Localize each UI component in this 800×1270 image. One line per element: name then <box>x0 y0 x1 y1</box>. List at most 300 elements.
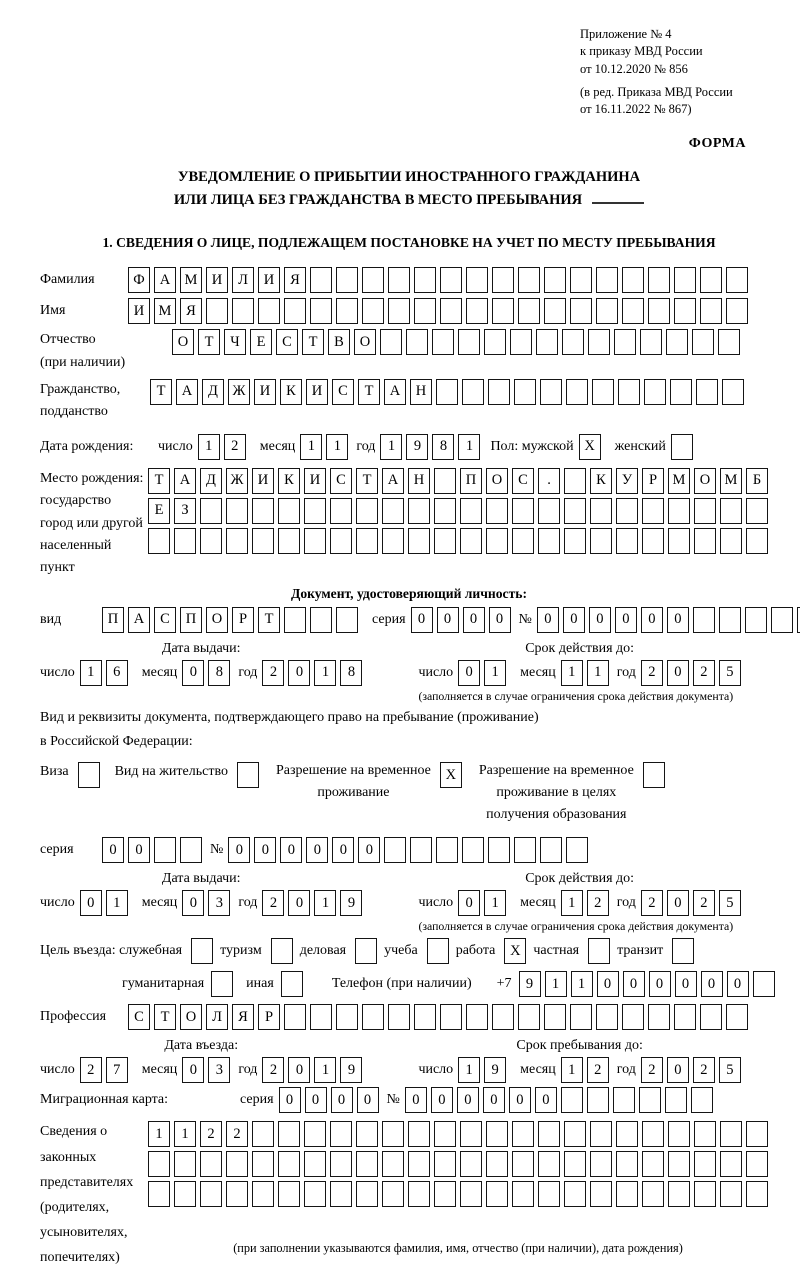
form-cell[interactable] <box>436 837 458 863</box>
form-cell[interactable] <box>771 607 793 633</box>
form-cell[interactable] <box>564 528 586 554</box>
form-cell[interactable] <box>434 1181 456 1207</box>
form-cell[interactable]: 0 <box>509 1087 531 1113</box>
form-cell[interactable] <box>356 1181 378 1207</box>
form-cell[interactable]: О <box>172 329 194 355</box>
form-cell[interactable] <box>588 329 610 355</box>
form-cell[interactable]: 1 <box>148 1121 170 1147</box>
form-cell[interactable]: 2 <box>587 890 609 916</box>
form-cell[interactable] <box>460 1121 482 1147</box>
form-cell[interactable] <box>356 528 378 554</box>
form-cell[interactable] <box>672 938 694 964</box>
form-cell[interactable]: Т <box>150 379 172 405</box>
form-cell[interactable] <box>492 298 514 324</box>
form-cell[interactable]: Т <box>148 468 170 494</box>
form-cell[interactable] <box>434 468 456 494</box>
form-cell[interactable] <box>665 1087 687 1113</box>
form-cell[interactable] <box>330 498 352 524</box>
form-cell[interactable] <box>753 971 775 997</box>
form-cell[interactable] <box>336 607 358 633</box>
form-cell[interactable]: 0 <box>306 837 328 863</box>
form-cell[interactable] <box>432 329 454 355</box>
form-cell[interactable]: 0 <box>102 837 124 863</box>
form-cell[interactable] <box>694 498 716 524</box>
form-cell[interactable] <box>691 1087 713 1113</box>
form-cell[interactable] <box>644 379 666 405</box>
form-cell[interactable] <box>408 1181 430 1207</box>
form-cell[interactable]: 0 <box>463 607 485 633</box>
form-cell[interactable]: П <box>102 607 124 633</box>
form-cell[interactable] <box>674 298 696 324</box>
form-cell[interactable] <box>304 1181 326 1207</box>
form-cell[interactable]: Р <box>642 468 664 494</box>
form-cell[interactable] <box>746 498 768 524</box>
form-cell[interactable] <box>362 298 384 324</box>
form-cell[interactable]: 0 <box>128 837 150 863</box>
form-cell[interactable]: 0 <box>331 1087 353 1113</box>
form-cell[interactable]: 0 <box>457 1087 479 1113</box>
form-cell[interactable]: 0 <box>332 837 354 863</box>
form-cell[interactable] <box>674 1004 696 1030</box>
form-cell[interactable]: Я <box>284 267 306 293</box>
form-cell[interactable] <box>336 267 358 293</box>
form-cell[interactable] <box>538 1181 560 1207</box>
form-cell[interactable] <box>310 267 332 293</box>
form-cell[interactable] <box>281 971 303 997</box>
form-cell[interactable]: 1 <box>561 890 583 916</box>
form-cell[interactable]: С <box>128 1004 150 1030</box>
form-cell[interactable]: 2 <box>641 1057 663 1083</box>
form-cell[interactable]: Т <box>358 379 380 405</box>
form-cell[interactable] <box>518 267 540 293</box>
form-cell[interactable] <box>200 498 222 524</box>
form-cell[interactable] <box>720 1121 742 1147</box>
form-cell[interactable] <box>518 298 540 324</box>
form-cell[interactable] <box>622 267 644 293</box>
form-cell[interactable] <box>592 379 614 405</box>
form-cell[interactable] <box>408 1121 430 1147</box>
form-cell[interactable]: 2 <box>200 1121 222 1147</box>
form-cell[interactable] <box>284 298 306 324</box>
form-cell[interactable] <box>570 298 592 324</box>
form-cell[interactable]: М <box>720 468 742 494</box>
form-cell[interactable]: К <box>278 468 300 494</box>
form-cell[interactable] <box>382 1181 404 1207</box>
form-cell[interactable]: Т <box>356 468 378 494</box>
form-cell[interactable] <box>362 1004 384 1030</box>
form-cell[interactable] <box>458 329 480 355</box>
form-cell[interactable]: Ф <box>128 267 150 293</box>
form-cell[interactable] <box>356 1151 378 1177</box>
form-cell[interactable] <box>618 379 640 405</box>
form-cell[interactable] <box>460 1151 482 1177</box>
form-cell[interactable] <box>590 1181 612 1207</box>
form-cell[interactable]: 1 <box>314 660 336 686</box>
form-cell[interactable] <box>566 379 588 405</box>
form-cell[interactable]: 0 <box>288 890 310 916</box>
form-cell[interactable] <box>460 528 482 554</box>
form-cell[interactable] <box>639 1087 661 1113</box>
form-cell[interactable] <box>726 267 748 293</box>
form-cell[interactable]: 9 <box>519 971 541 997</box>
form-cell[interactable]: Т <box>258 607 280 633</box>
form-cell[interactable] <box>540 379 562 405</box>
form-cell[interactable] <box>356 498 378 524</box>
form-cell[interactable] <box>211 971 233 997</box>
form-cell[interactable]: 0 <box>563 607 585 633</box>
form-cell[interactable] <box>484 329 506 355</box>
form-cell[interactable]: 2 <box>262 1057 284 1083</box>
form-cell[interactable]: Я <box>180 298 202 324</box>
form-cell[interactable]: 0 <box>701 971 723 997</box>
form-cell[interactable] <box>616 1121 638 1147</box>
form-cell[interactable] <box>492 1004 514 1030</box>
form-cell[interactable] <box>278 1121 300 1147</box>
form-cell[interactable]: И <box>306 379 328 405</box>
form-cell[interactable] <box>414 298 436 324</box>
form-cell[interactable] <box>640 329 662 355</box>
form-cell[interactable] <box>538 498 560 524</box>
form-cell[interactable] <box>486 528 508 554</box>
form-cell[interactable]: 6 <box>106 660 128 686</box>
form-cell[interactable]: Л <box>232 267 254 293</box>
form-cell[interactable] <box>596 267 618 293</box>
form-cell[interactable]: 5 <box>719 660 741 686</box>
form-cell[interactable] <box>720 1151 742 1177</box>
form-cell[interactable]: 2 <box>262 890 284 916</box>
form-cell[interactable] <box>564 468 586 494</box>
form-cell[interactable]: Р <box>232 607 254 633</box>
form-cell[interactable]: 1 <box>458 1057 480 1083</box>
form-cell[interactable] <box>590 1151 612 1177</box>
form-cell[interactable] <box>180 837 202 863</box>
form-cell[interactable]: К <box>280 379 302 405</box>
form-cell[interactable]: 0 <box>667 890 689 916</box>
form-cell[interactable]: 2 <box>80 1057 102 1083</box>
form-cell[interactable]: 0 <box>288 1057 310 1083</box>
form-cell[interactable] <box>488 837 510 863</box>
form-cell[interactable] <box>330 1121 352 1147</box>
form-cell[interactable] <box>720 498 742 524</box>
form-cell[interactable]: . <box>538 468 560 494</box>
form-cell[interactable]: К <box>590 468 612 494</box>
form-cell[interactable]: 2 <box>262 660 284 686</box>
form-cell[interactable] <box>648 298 670 324</box>
form-cell[interactable] <box>200 1151 222 1177</box>
form-cell[interactable]: Л <box>206 1004 228 1030</box>
form-cell[interactable] <box>434 1121 456 1147</box>
form-cell[interactable] <box>590 528 612 554</box>
form-cell[interactable]: 0 <box>641 607 663 633</box>
form-cell[interactable] <box>700 298 722 324</box>
form-cell[interactable]: 2 <box>224 434 246 460</box>
form-cell[interactable] <box>596 1004 618 1030</box>
form-cell[interactable]: 1 <box>587 660 609 686</box>
form-cell[interactable]: О <box>206 607 228 633</box>
form-cell[interactable]: М <box>180 267 202 293</box>
form-cell[interactable] <box>648 1004 670 1030</box>
form-cell[interactable] <box>512 1121 534 1147</box>
form-cell[interactable] <box>746 1181 768 1207</box>
form-cell[interactable]: 0 <box>537 607 559 633</box>
form-cell[interactable]: И <box>128 298 150 324</box>
form-cell[interactable] <box>642 498 664 524</box>
form-cell[interactable] <box>382 1151 404 1177</box>
form-cell[interactable]: 0 <box>254 837 276 863</box>
form-cell[interactable]: С <box>276 329 298 355</box>
form-cell[interactable]: 0 <box>358 837 380 863</box>
form-cell[interactable] <box>538 528 560 554</box>
form-cell[interactable]: Т <box>198 329 220 355</box>
form-cell[interactable] <box>726 298 748 324</box>
form-cell[interactable]: Д <box>200 468 222 494</box>
form-cell[interactable] <box>174 528 196 554</box>
form-cell[interactable] <box>564 1151 586 1177</box>
form-cell[interactable] <box>570 267 592 293</box>
form-cell[interactable]: О <box>354 329 376 355</box>
form-cell[interactable]: М <box>668 468 690 494</box>
form-cell[interactable]: 2 <box>587 1057 609 1083</box>
form-cell[interactable] <box>668 1151 690 1177</box>
form-cell[interactable]: 0 <box>305 1087 327 1113</box>
form-cell[interactable]: В <box>328 329 350 355</box>
form-cell[interactable] <box>174 1151 196 1177</box>
form-cell[interactable] <box>518 1004 540 1030</box>
form-cell[interactable] <box>78 762 100 788</box>
form-cell[interactable] <box>252 528 274 554</box>
form-cell[interactable] <box>148 1151 170 1177</box>
form-cell[interactable] <box>226 528 248 554</box>
form-cell[interactable] <box>460 1181 482 1207</box>
form-cell[interactable]: 0 <box>649 971 671 997</box>
form-cell[interactable] <box>388 267 410 293</box>
form-cell[interactable] <box>720 1181 742 1207</box>
form-cell[interactable]: 0 <box>357 1087 379 1113</box>
form-cell[interactable] <box>694 528 716 554</box>
form-cell[interactable] <box>310 298 332 324</box>
form-cell[interactable]: 8 <box>208 660 230 686</box>
form-cell[interactable] <box>304 1151 326 1177</box>
form-cell[interactable]: 0 <box>675 971 697 997</box>
form-cell[interactable]: 0 <box>182 890 204 916</box>
form-cell[interactable]: Д <box>202 379 224 405</box>
form-cell[interactable] <box>258 298 280 324</box>
form-cell[interactable]: А <box>176 379 198 405</box>
form-cell[interactable] <box>330 528 352 554</box>
form-cell[interactable]: 9 <box>340 890 362 916</box>
form-cell[interactable] <box>564 498 586 524</box>
form-cell[interactable] <box>746 1151 768 1177</box>
form-cell[interactable] <box>512 498 534 524</box>
form-cell[interactable]: 2 <box>641 660 663 686</box>
form-cell[interactable]: С <box>332 379 354 405</box>
form-cell[interactable] <box>642 528 664 554</box>
form-cell[interactable] <box>492 267 514 293</box>
form-cell[interactable] <box>544 1004 566 1030</box>
form-cell[interactable] <box>466 1004 488 1030</box>
form-cell[interactable]: X <box>440 762 462 788</box>
form-cell[interactable] <box>200 1181 222 1207</box>
form-cell[interactable] <box>462 837 484 863</box>
form-cell[interactable]: М <box>154 298 176 324</box>
form-cell[interactable]: А <box>128 607 150 633</box>
form-cell[interactable] <box>434 1151 456 1177</box>
form-cell[interactable]: 0 <box>667 660 689 686</box>
form-cell[interactable] <box>642 1151 664 1177</box>
form-cell[interactable]: 1 <box>314 1057 336 1083</box>
form-cell[interactable]: 0 <box>615 607 637 633</box>
form-cell[interactable] <box>544 267 566 293</box>
form-cell[interactable]: 9 <box>406 434 428 460</box>
form-cell[interactable]: А <box>382 468 404 494</box>
form-cell[interactable] <box>544 298 566 324</box>
form-cell[interactable]: 1 <box>198 434 220 460</box>
form-cell[interactable] <box>616 1181 638 1207</box>
form-cell[interactable]: О <box>486 468 508 494</box>
form-cell[interactable] <box>434 528 456 554</box>
form-cell[interactable]: 0 <box>80 890 102 916</box>
form-cell[interactable] <box>330 1151 352 1177</box>
form-cell[interactable]: 0 <box>228 837 250 863</box>
form-cell[interactable]: 0 <box>589 607 611 633</box>
form-cell[interactable] <box>232 298 254 324</box>
form-cell[interactable]: Е <box>250 329 272 355</box>
form-cell[interactable] <box>336 298 358 324</box>
form-cell[interactable] <box>362 267 384 293</box>
form-cell[interactable] <box>590 1121 612 1147</box>
form-cell[interactable] <box>304 528 326 554</box>
form-cell[interactable] <box>486 1181 508 1207</box>
form-cell[interactable] <box>668 498 690 524</box>
form-cell[interactable]: И <box>252 468 274 494</box>
form-cell[interactable] <box>252 498 274 524</box>
form-cell[interactable]: 2 <box>226 1121 248 1147</box>
form-cell[interactable]: 9 <box>484 1057 506 1083</box>
form-cell[interactable]: 1 <box>174 1121 196 1147</box>
form-cell[interactable]: 0 <box>411 607 433 633</box>
form-cell[interactable]: И <box>304 468 326 494</box>
form-cell[interactable]: 0 <box>431 1087 453 1113</box>
form-cell[interactable] <box>336 1004 358 1030</box>
form-cell[interactable]: Ж <box>228 379 250 405</box>
form-cell[interactable]: 5 <box>719 890 741 916</box>
form-cell[interactable]: А <box>154 267 176 293</box>
form-cell[interactable]: 1 <box>300 434 322 460</box>
form-cell[interactable] <box>512 1181 534 1207</box>
form-cell[interactable] <box>410 837 432 863</box>
form-cell[interactable] <box>440 267 462 293</box>
form-cell[interactable]: 0 <box>182 1057 204 1083</box>
form-cell[interactable]: И <box>206 267 228 293</box>
form-cell[interactable]: 2 <box>693 1057 715 1083</box>
form-cell[interactable]: 1 <box>561 1057 583 1083</box>
form-cell[interactable] <box>718 329 740 355</box>
form-cell[interactable]: 0 <box>483 1087 505 1113</box>
form-cell[interactable] <box>355 938 377 964</box>
form-cell[interactable]: С <box>512 468 534 494</box>
form-cell[interactable]: 0 <box>182 660 204 686</box>
form-cell[interactable]: 9 <box>340 1057 362 1083</box>
form-cell[interactable] <box>382 1121 404 1147</box>
form-cell[interactable] <box>406 329 428 355</box>
form-cell[interactable]: 0 <box>597 971 619 997</box>
form-cell[interactable] <box>436 379 458 405</box>
form-cell[interactable] <box>488 379 510 405</box>
form-cell[interactable]: А <box>384 379 406 405</box>
form-cell[interactable] <box>671 434 693 460</box>
form-cell[interactable] <box>719 607 741 633</box>
form-cell[interactable] <box>408 1151 430 1177</box>
form-cell[interactable]: Б <box>746 468 768 494</box>
form-cell[interactable]: З <box>174 498 196 524</box>
form-cell[interactable] <box>726 1004 748 1030</box>
form-cell[interactable]: 2 <box>693 660 715 686</box>
form-cell[interactable] <box>252 1181 274 1207</box>
form-cell[interactable] <box>154 837 176 863</box>
form-cell[interactable] <box>226 498 248 524</box>
form-cell[interactable]: И <box>258 267 280 293</box>
form-cell[interactable]: 7 <box>106 1057 128 1083</box>
form-cell[interactable] <box>745 607 767 633</box>
form-cell[interactable]: Я <box>232 1004 254 1030</box>
form-cell[interactable]: 1 <box>326 434 348 460</box>
form-cell[interactable] <box>226 1181 248 1207</box>
form-cell[interactable] <box>330 1181 352 1207</box>
form-cell[interactable] <box>304 1121 326 1147</box>
form-cell[interactable]: 1 <box>545 971 567 997</box>
form-cell[interactable]: 1 <box>484 890 506 916</box>
form-cell[interactable] <box>588 938 610 964</box>
form-cell[interactable] <box>278 528 300 554</box>
form-cell[interactable]: 3 <box>208 1057 230 1083</box>
form-cell[interactable] <box>380 329 402 355</box>
form-cell[interactable] <box>720 528 742 554</box>
form-cell[interactable]: 2 <box>641 890 663 916</box>
form-cell[interactable] <box>510 329 532 355</box>
form-cell[interactable] <box>384 837 406 863</box>
form-cell[interactable] <box>622 1004 644 1030</box>
form-cell[interactable] <box>536 329 558 355</box>
form-cell[interactable] <box>414 1004 436 1030</box>
form-cell[interactable]: Н <box>408 468 430 494</box>
form-cell[interactable]: 2 <box>693 890 715 916</box>
form-cell[interactable] <box>462 379 484 405</box>
form-cell[interactable]: 3 <box>208 890 230 916</box>
form-cell[interactable] <box>356 1121 378 1147</box>
form-cell[interactable]: У <box>616 468 638 494</box>
form-cell[interactable] <box>700 267 722 293</box>
form-cell[interactable]: О <box>694 468 716 494</box>
form-cell[interactable]: 0 <box>667 607 689 633</box>
form-cell[interactable] <box>694 1121 716 1147</box>
form-cell[interactable] <box>562 329 584 355</box>
form-cell[interactable] <box>514 837 536 863</box>
form-cell[interactable] <box>566 837 588 863</box>
form-cell[interactable]: X <box>579 434 601 460</box>
form-cell[interactable] <box>388 298 410 324</box>
form-cell[interactable]: Н <box>410 379 432 405</box>
form-cell[interactable]: П <box>460 468 482 494</box>
form-cell[interactable]: 0 <box>437 607 459 633</box>
form-cell[interactable] <box>746 528 768 554</box>
form-cell[interactable]: Ж <box>226 468 248 494</box>
form-cell[interactable] <box>696 379 718 405</box>
form-cell[interactable]: 5 <box>719 1057 741 1083</box>
form-cell[interactable] <box>538 1151 560 1177</box>
form-cell[interactable] <box>148 1181 170 1207</box>
form-cell[interactable] <box>271 938 293 964</box>
form-cell[interactable] <box>590 498 612 524</box>
